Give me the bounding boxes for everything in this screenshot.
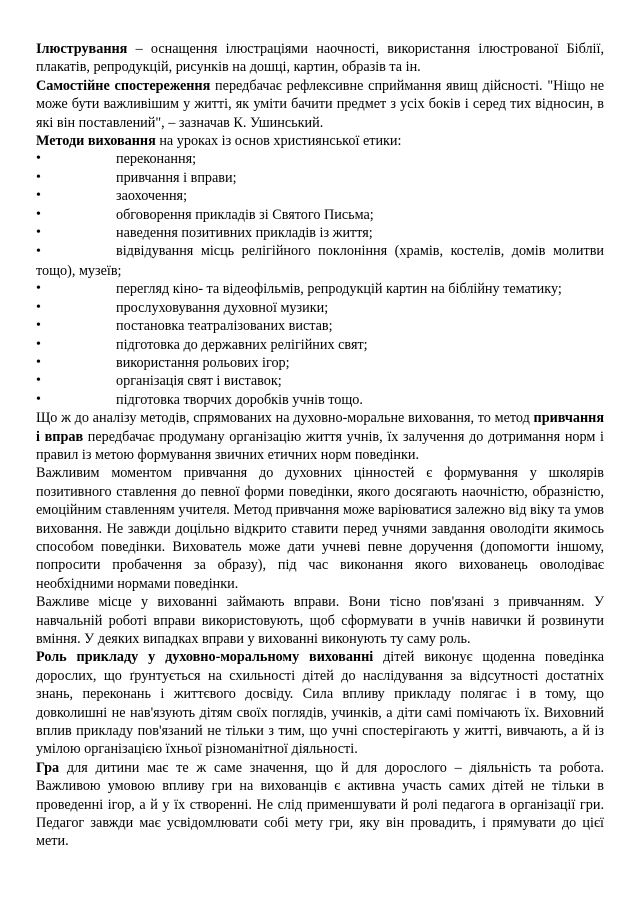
bullet-icon: •	[36, 151, 41, 167]
methods-intro: на уроках із основ християнської етики:	[155, 133, 402, 150]
bullet-icon: •	[36, 281, 41, 297]
list-item	[36, 280, 604, 298]
bullet-icon: •	[36, 336, 41, 352]
bullet-icon: •	[36, 169, 41, 185]
list-item	[36, 150, 604, 168]
list-item	[36, 372, 604, 390]
list-item	[36, 354, 604, 372]
definition-illustration: – оснащення ілюстраціями наочності, використання ілюстрованої Біблії, плакатів, репродукцій, рисунків на дошці, картин, образів та ін.	[36, 41, 604, 76]
paragraph-habituation	[36, 409, 604, 464]
list-item-text: обговорення прикладів зі Святого Письма;	[116, 206, 374, 223]
list-item	[36, 317, 604, 335]
list-item-text: заохочення;	[116, 188, 188, 205]
bullet-icon: •	[36, 206, 41, 222]
list-item-text: організація свят і виставок;	[116, 373, 282, 390]
term-example-role: Роль прикладу у духовно-моральному вихованні	[36, 649, 374, 666]
bullet-icon: •	[36, 188, 41, 204]
list-item	[36, 224, 604, 242]
list-item	[36, 336, 604, 354]
list-item-text: використання рольових ігор;	[116, 354, 290, 371]
paragraph-illustration	[36, 40, 604, 77]
paragraph-exercises: Важливе місце у вихованні займають вправи. Вони тісно пов'язані з привчанням. У навчальній роботі вправи використовують, щоб сформувати в учнів навички й розвинути вміння. У деяких випадках вправи у вихованні виконують ту саму роль.	[36, 594, 604, 647]
list-item	[36, 242, 604, 280]
paragraph-observation	[36, 77, 604, 132]
definition-observation: передбачає рефлексивне сприймання явищ дійсності. "Ніщо не може бути важливішим у житті, як уміти бачити предмет з усіх боків і серед тих відносин, в які він поставлений", – зазначав К. Ушинський.	[36, 77, 604, 131]
list-item	[36, 206, 604, 224]
bullet-icon: •	[36, 225, 41, 241]
bullet-icon: •	[36, 354, 41, 370]
list-item	[36, 169, 604, 187]
methods-list	[36, 150, 604, 409]
game-text: для дитини має те ж саме значення, що й для дорослого – діяльність та робота. Важливою умовою впливу гри на вихованців є активна участь самих дітей не тільки в проведенні ігор, а й у їх створенні. Не слід применшувати й ролі педагога в організації гри. Педагог завжди має усвідомлювати собі мету гри, яку він провадить, і прямувати до цієї мети.	[36, 759, 604, 850]
paragraph-example-role	[36, 648, 604, 758]
term-illustration: Ілюстрування	[36, 41, 128, 57]
list-item	[36, 299, 604, 317]
list-item-text: перегляд кіно- та відеофільмів, репродукцій картин на біблійну тематику;	[116, 281, 562, 298]
habituation-after: передбачає продуману організацію життя учнів, їх залучення до дотримання норм і правил із метою формування звичних етичних норм поведінки.	[36, 428, 604, 463]
bullet-icon: •	[36, 244, 41, 260]
bullet-icon: •	[36, 299, 41, 315]
paragraph-habituation-values: Важливим моментом привчання до духовних цінностей є формування у школярів позитивного ставлення до певної форми поведінки, якого досягають наочністю, образністю, емоційним ставленням учителя. Метод привчання може варіюватися залежно від віку та умов виховання. Не завжди доцільно відкрито ставити перед учнями завдання оволодіти якимось способом поведінки. Вихователь може дати учневі певне доручення (допомогти іншому, попросити пробачення за образу), під час виконання якого вихованець оволодіває необхідними нормами поведінки.	[36, 465, 604, 592]
list-item-text: привчання і вправи;	[116, 169, 237, 186]
bullet-icon: •	[36, 373, 41, 389]
list-item-text: постановка театралізованих вистав;	[116, 318, 333, 335]
bullet-icon: •	[36, 318, 41, 334]
list-item-text: відвідування місць релігійного поклоніння (храмів, костелів, домів молитви тощо), музеїв;	[36, 243, 604, 279]
list-item-text: переконання;	[116, 151, 197, 168]
term-methods: Методи виховання	[36, 133, 156, 150]
list-item-text: підготовка творчих доробків учнів тощо.	[116, 391, 363, 408]
list-item-text: прослуховування духовної музики;	[116, 299, 329, 316]
term-game: Гра	[36, 759, 60, 776]
list-item	[36, 391, 604, 409]
paragraph-methods-heading	[36, 132, 604, 150]
example-role-text: дітей виконує щоденна поведінка дорослих, що ґрунтується на схильності дітей до наслідування за відсутності достатніх знань, переконань і життєвого досвіду. Сила впливу прикладу полягає і в тому, що довколишні не нав'язують дітям своїх поглядів, учинків, а діти самі помічають їх. Виховний вплив прикладу пов'язаний не тільки з тим, що учні спостерігають у житті, вивчають, а й із умілою організацією їхньої різноманітної діяльності.	[36, 649, 604, 758]
list-item-text: наведення позитивних прикладів із життя;	[116, 225, 373, 242]
paragraph-game	[36, 759, 604, 851]
habituation-before: Що ж до аналізу методів, спрямованих на духовно-моральне виховання, то метод	[36, 410, 534, 427]
list-item-text: підготовка до державних релігійних свят;	[116, 336, 368, 353]
list-item	[36, 187, 604, 205]
term-habituation: привчання і вправ	[36, 410, 604, 445]
bullet-icon: •	[36, 391, 41, 407]
term-observation: Самостійне спостереження	[36, 77, 211, 94]
